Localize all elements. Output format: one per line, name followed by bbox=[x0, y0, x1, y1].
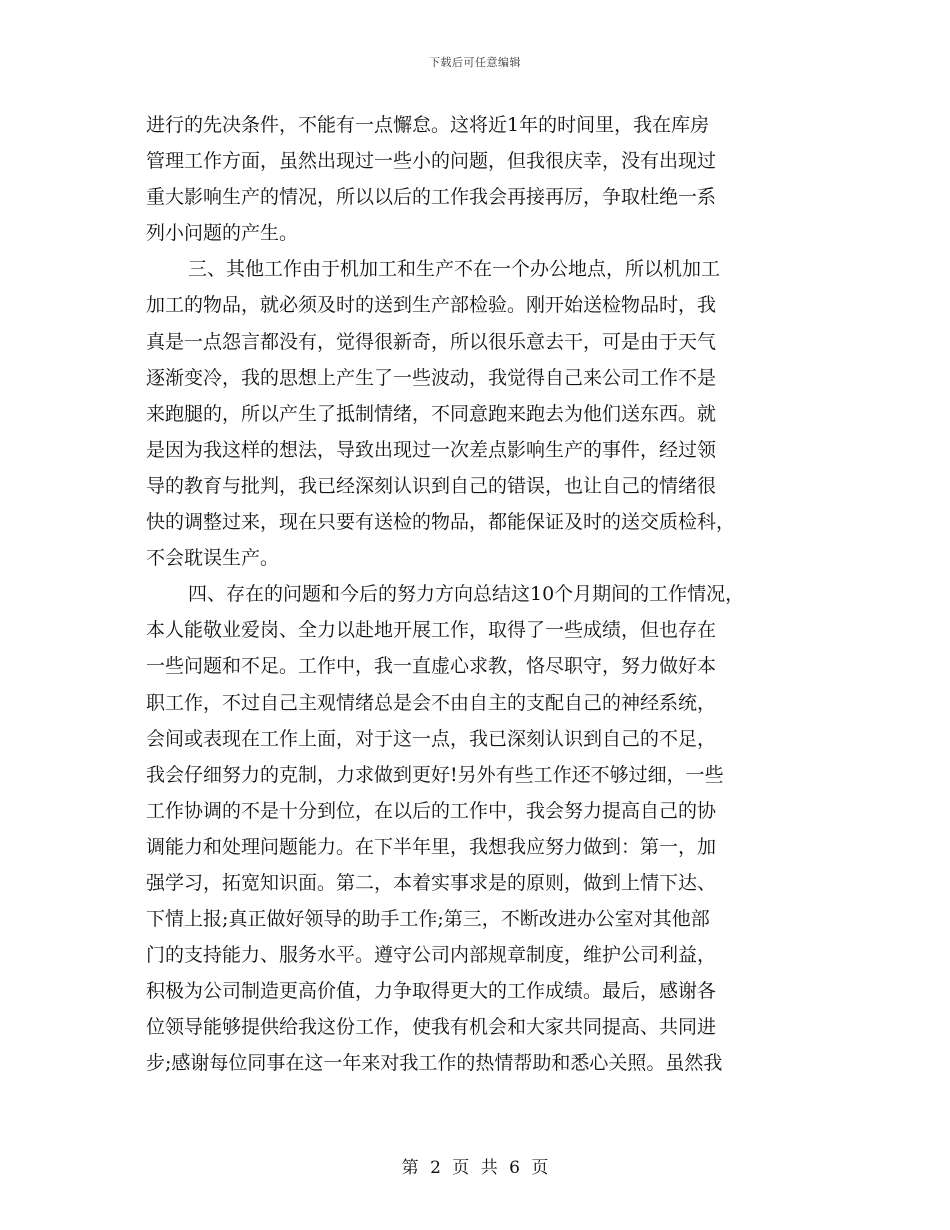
text-line: 真是一点怨言都没有，觉得很新奇，所以很乐意去干，可是由于天气 bbox=[146, 330, 717, 353]
text-line: 重大影响生产的情况，所以以后的工作我会再接再厉，争取杜绝一系 bbox=[146, 186, 717, 209]
paragraph-first-line: 四、存在的问题和今后的努力方向总结这10个月期间的工作情况， bbox=[188, 583, 745, 606]
document-body bbox=[146, 107, 826, 1082]
text-line: 门的支持能力、服务水平。遵守公司内部规章制度，维护公司利益， bbox=[146, 944, 717, 967]
text-line: 调能力和处理问题能力。在下半年里，我想我应努力做到：第一，加 bbox=[146, 835, 717, 858]
text-line: 一些问题和不足。工作中，我一直虚心求教，恪尽职守，努力做好本 bbox=[146, 655, 717, 678]
text-line: 逐渐变冷，我的思想上产生了一些波动，我觉得自己来公司工作不是 bbox=[146, 366, 717, 389]
text-line: 列小问题的产生。 bbox=[146, 222, 299, 245]
page-number-footer: 第 2 页 共 6 页 bbox=[401, 1158, 549, 1178]
text-line: 是因为我这样的想法，导致出现过一次差点影响生产的事件，经过领 bbox=[146, 438, 717, 461]
text-line: 进行的先决条件，不能有一点懈怠。这将近1年的时间里，我在库房 bbox=[146, 114, 710, 136]
text-line: 积极为公司制造更高价值，力争取得更大的工作成绩。最后，感谢各 bbox=[146, 980, 717, 1003]
text-line: 位领导能够提供给我这份工作，使我有机会和大家共同提高、共同进 bbox=[146, 1016, 717, 1039]
text-line: 会间或表现在工作上面，对于这一点，我已深刻认识到自己的不足， bbox=[146, 727, 717, 750]
text-line: 职工作，不过自己主观情绪总是会不由自主的支配自己的神经系统， bbox=[146, 691, 717, 714]
text-line: 来跑腿的，所以产生了抵制情绪，不同意跑来跑去为他们送东西。就 bbox=[146, 402, 717, 425]
paragraph-first-line: 三、其他工作由于机加工和生产不在一个办公地点，所以机加工 bbox=[188, 258, 721, 281]
text-line: 管理工作方面，虽然出现过一些小的问题，但我很庆幸，没有出现过 bbox=[146, 150, 717, 173]
page-header: 下载后可任意编辑 bbox=[429, 56, 521, 69]
text-line: 工作协调的不是十分到位，在以后的工作中，我会努力提高自己的协 bbox=[146, 799, 717, 822]
text-line: 下情上报;真正做好领导的助手工作;第三，不断改进办公室对其他部 bbox=[146, 908, 710, 931]
text-line: 加工的物品，就必须及时的送到生产部检验。刚开始送检物品时，我 bbox=[146, 294, 717, 317]
text-line: 导的教育与批判，我已经深刻认识到自己的错误，也让自己的情绪很 bbox=[146, 474, 717, 497]
text-line: 强学习，拓宽知识面。第二，本着实事求是的原则，做到上情下达、 bbox=[146, 871, 717, 894]
text-line: 不会耽误生产。 bbox=[146, 547, 280, 570]
text-line: 快的调整过来，现在只要有送检的物品，都能保证及时的送交质检科， bbox=[146, 511, 736, 534]
text-line: 步;感谢每位同事在这一年来对我工作的热情帮助和悉心关照。虽然我 bbox=[146, 1052, 723, 1075]
text-line: 本人能敬业爱岗、全力以赴地开展工作，取得了一些成绩，但也存在 bbox=[146, 619, 717, 642]
text-line: 我会仔细努力的克制，力求做到更好!另外有些工作还不够过细，一些 bbox=[146, 763, 724, 786]
